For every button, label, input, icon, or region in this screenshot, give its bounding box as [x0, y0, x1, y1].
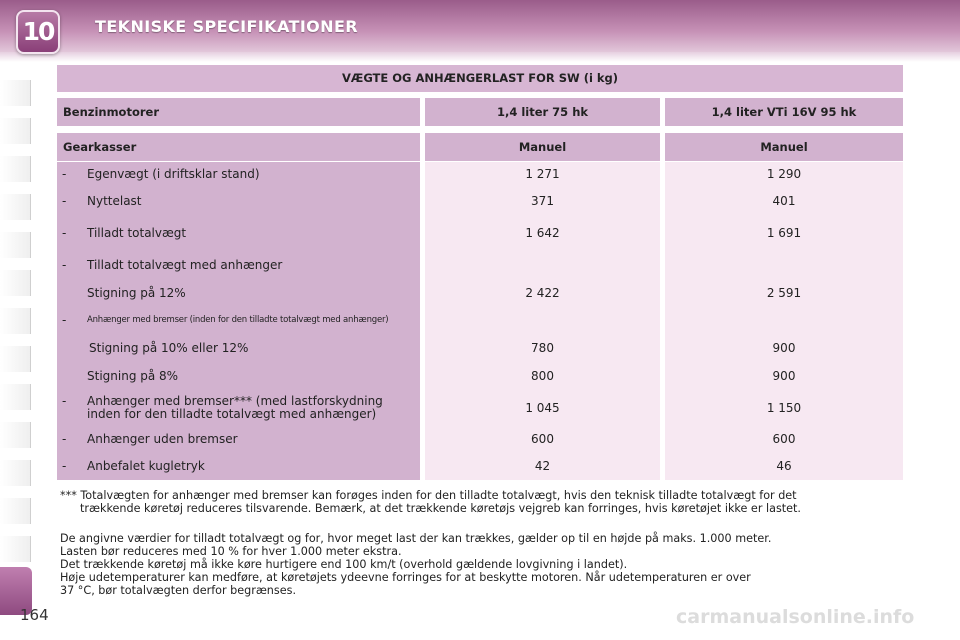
row-value-1: 800 [531, 369, 554, 383]
note-line: Lasten bør reduceres med 10 % for hver 1.000 meter ekstra. [60, 545, 402, 558]
row-dash: - [62, 167, 67, 181]
row-dash: - [62, 313, 67, 327]
gearbox-col2: Manuel [665, 133, 903, 161]
row-label: Stigning på 12% [87, 286, 186, 300]
side-tab[interactable] [0, 118, 31, 144]
row-label: Stigning på 10% eller 12% [89, 341, 249, 355]
side-tab[interactable] [0, 536, 31, 562]
side-tab[interactable] [0, 384, 31, 410]
watermark: carmanualsonline.info [676, 606, 915, 628]
row-label-continued: inden for den tilladte totalvægt med anhænger) [87, 407, 377, 421]
side-tab[interactable] [0, 308, 31, 334]
row-value-2: 2 591 [766, 286, 802, 300]
gearbox-label: Gearkasser [63, 140, 137, 154]
row-dash: - [62, 459, 67, 473]
row-label: Anhænger uden bremser [87, 432, 238, 446]
note-line: 37 °C, bør totalvægten derfor begrænses. [60, 584, 296, 597]
row-label: Stigning på 8% [87, 369, 179, 383]
page-number: 164 [20, 606, 49, 624]
table-row [57, 194, 903, 212]
note-line: De angivne værdier for tilladt totalvægt og for, hvor meget last der kan trækkes, gælder op til en højde på maks. 1.000 meter. [60, 532, 772, 545]
table-row [57, 369, 903, 387]
table-row [57, 313, 903, 331]
chapter-badge[interactable]: 10 [16, 10, 60, 54]
row-value-1: 2 422 [525, 286, 560, 300]
row-label: Nyttelast [87, 194, 142, 208]
row-label: Anhænger med bremser*** (med lastforskydning [87, 394, 383, 408]
table-row [57, 226, 903, 244]
row-value-2: 1 691 [766, 226, 802, 240]
row-value-1: 371 [531, 194, 554, 208]
row-dash: - [62, 194, 67, 208]
side-tab[interactable] [0, 460, 31, 486]
table-row [57, 258, 903, 276]
row-label: Anhænger med bremser (inden for den tilladte totalvægt med anhænger) [87, 315, 389, 325]
table-row [57, 286, 903, 304]
side-tab[interactable] [0, 80, 31, 106]
row-value-2: 1 290 [766, 167, 802, 181]
gearbox-col1: Manuel [425, 133, 660, 161]
note-line: Høje udetemperaturer kan medføre, at køretøjets ydeevne forringes for at beskytte motoren. Når udetemperaturen er over [60, 571, 751, 584]
table-row [57, 167, 903, 185]
row-dash: - [62, 226, 67, 240]
footnote [60, 489, 905, 515]
side-tab-strip [0, 62, 32, 622]
footnote-text: Totalvægten for anhænger med bremser kan forøges inden for den tilladte totalvægt, hvis den teknisk tilladte totalvægt for det [80, 489, 797, 502]
side-tab[interactable] [0, 270, 31, 296]
page-title: TEKNISKE SPECIFIKATIONER [95, 17, 359, 36]
gearbox-label-cell [57, 133, 420, 161]
side-tab[interactable] [0, 194, 31, 220]
table-row [57, 459, 903, 477]
row-value-2: 900 [772, 341, 796, 355]
engine-label-cell [57, 98, 420, 126]
row-label: Egenvægt (i driftsklar stand) [87, 167, 260, 181]
row-value-2: 600 [772, 432, 796, 446]
side-tab[interactable] [0, 156, 31, 182]
engine-label: Benzinmotorer [63, 105, 159, 119]
side-tab[interactable] [0, 498, 31, 524]
row-label: Tilladt totalvægt [87, 226, 187, 240]
row-value-2: 401 [772, 194, 796, 208]
footnote-line [60, 489, 905, 502]
table-title: VÆGTE OG ANHÆNGERLAST FOR SW (i kg) [57, 65, 903, 92]
table-row [57, 432, 903, 450]
footnote-marker: *** [60, 489, 77, 502]
row-dash: - [62, 258, 67, 272]
header-fade [0, 52, 960, 62]
row-label: Tilladt totalvægt med anhænger [87, 258, 283, 272]
side-tab[interactable] [0, 346, 31, 372]
footnote-line: trækkende køretøj reduceres tilsvarende. Bemærk, at det trækkende køretøjs vejgreb kan forringes, hvis køretøjet ikke er lastet. [80, 502, 801, 515]
row-dash: - [62, 394, 67, 408]
note-line: Det trækkende køretøj må ikke køre hurtigere end 100 km/t (overhold gældende lovgivning i landet). [60, 558, 628, 571]
notes-block [60, 532, 905, 597]
row-value-1: 42 [534, 459, 551, 473]
row-value-1: 780 [531, 341, 554, 355]
table-row [57, 341, 903, 359]
table-row [57, 394, 903, 428]
side-tab[interactable] [0, 232, 31, 258]
row-value-1: 600 [531, 432, 554, 446]
row-value-1: 1 271 [525, 167, 560, 181]
row-value-1: 1 642 [525, 226, 560, 240]
row-dash: - [62, 432, 67, 446]
row-label: Anbefalet kugletryk [87, 459, 205, 473]
row-value-2: 1 150 [766, 401, 802, 415]
row-value-2: 900 [772, 369, 796, 383]
row-value-1: 1 045 [525, 401, 560, 415]
engine-col1: 1,4 liter 75 hk [425, 98, 660, 126]
engine-col2: 1,4 liter VTi 16V 95 hk [665, 98, 903, 126]
side-tab[interactable] [0, 422, 31, 448]
row-value-2: 46 [776, 459, 792, 473]
